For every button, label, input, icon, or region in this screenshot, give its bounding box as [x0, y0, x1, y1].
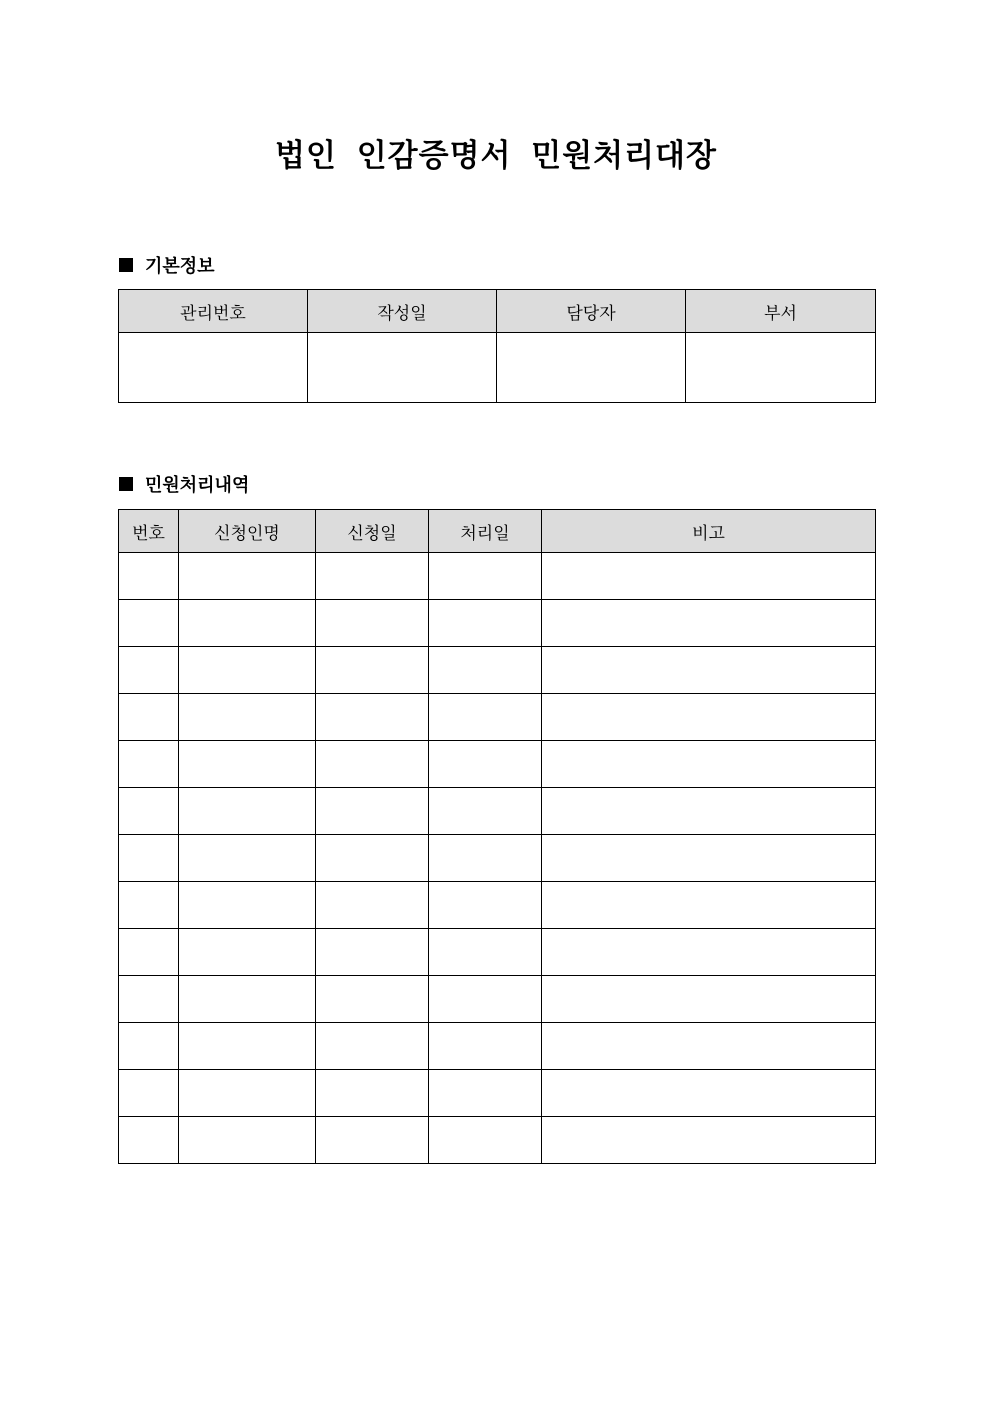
number-cell[interactable] — [119, 1023, 179, 1070]
remarks-cell[interactable] — [542, 694, 876, 741]
basic-info-header-row — [119, 290, 876, 333]
column-header-manager: 담당자 — [497, 290, 686, 333]
application-date-cell[interactable] — [316, 929, 429, 976]
application-date-cell[interactable] — [316, 1070, 429, 1117]
remarks-cell[interactable] — [542, 835, 876, 882]
processing-date-cell[interactable] — [429, 835, 542, 882]
table-row — [119, 929, 876, 976]
applicant-name-cell[interactable] — [179, 976, 316, 1023]
column-header-remarks: 비고 — [542, 510, 876, 553]
table-row — [119, 741, 876, 788]
table-row — [119, 788, 876, 835]
application-date-cell[interactable] — [316, 1117, 429, 1164]
number-cell[interactable] — [119, 647, 179, 694]
processing-date-cell[interactable] — [429, 1117, 542, 1164]
application-date-cell[interactable] — [316, 882, 429, 929]
processing-date-cell[interactable] — [429, 882, 542, 929]
number-cell[interactable] — [119, 835, 179, 882]
application-date-cell[interactable] — [316, 835, 429, 882]
table-row — [119, 1070, 876, 1117]
column-header-management-number: 관리번호 — [119, 290, 308, 333]
section-heading-basic-info — [119, 252, 215, 278]
remarks-cell[interactable] — [542, 929, 876, 976]
processing-date-cell[interactable] — [429, 553, 542, 600]
applicant-name-cell[interactable] — [179, 788, 316, 835]
application-date-cell[interactable] — [316, 553, 429, 600]
remarks-cell[interactable] — [542, 1117, 876, 1164]
processing-date-cell[interactable] — [429, 1070, 542, 1117]
manager-cell[interactable] — [497, 333, 686, 403]
column-header-department: 부서 — [686, 290, 876, 333]
table-row — [119, 882, 876, 929]
section-heading-records — [119, 471, 249, 497]
number-cell[interactable] — [119, 1070, 179, 1117]
processing-date-cell[interactable] — [429, 647, 542, 694]
applicant-name-cell[interactable] — [179, 600, 316, 647]
remarks-cell[interactable] — [542, 882, 876, 929]
remarks-cell[interactable] — [542, 1023, 876, 1070]
table-row — [119, 835, 876, 882]
remarks-cell[interactable] — [542, 1070, 876, 1117]
department-cell[interactable] — [686, 333, 876, 403]
applicant-name-cell[interactable] — [179, 929, 316, 976]
column-header-processing-date: 처리일 — [429, 510, 542, 553]
square-bullet-icon — [119, 258, 133, 272]
number-cell[interactable] — [119, 882, 179, 929]
applicant-name-cell[interactable] — [179, 647, 316, 694]
remarks-cell[interactable] — [542, 600, 876, 647]
number-cell[interactable] — [119, 741, 179, 788]
processing-date-cell[interactable] — [429, 600, 542, 647]
created-date-cell[interactable] — [308, 333, 497, 403]
processing-date-cell[interactable] — [429, 1023, 542, 1070]
table-row — [119, 600, 876, 647]
number-cell[interactable] — [119, 1117, 179, 1164]
document-title: 법인 인감증명서 민원처리대장 — [275, 138, 717, 174]
application-date-cell[interactable] — [316, 647, 429, 694]
applicant-name-cell[interactable] — [179, 882, 316, 929]
number-cell[interactable] — [119, 929, 179, 976]
column-header-applicant-name: 신청인명 — [179, 510, 316, 553]
column-header-created-date: 작성일 — [308, 290, 497, 333]
application-date-cell[interactable] — [316, 788, 429, 835]
column-header-number: 번호 — [119, 510, 179, 553]
applicant-name-cell[interactable] — [179, 741, 316, 788]
table-row — [119, 1117, 876, 1164]
management-number-cell[interactable] — [119, 333, 308, 403]
square-bullet-icon — [119, 477, 133, 491]
remarks-cell[interactable] — [542, 553, 876, 600]
basic-info-table — [118, 289, 876, 403]
application-date-cell[interactable] — [316, 1023, 429, 1070]
basic-info-value-row — [119, 333, 876, 403]
application-date-cell[interactable] — [316, 976, 429, 1023]
section-heading-label: 민원처리내역 — [145, 475, 250, 496]
application-date-cell[interactable] — [316, 694, 429, 741]
number-cell[interactable] — [119, 553, 179, 600]
remarks-cell[interactable] — [542, 976, 876, 1023]
number-cell[interactable] — [119, 694, 179, 741]
processing-date-cell[interactable] — [429, 741, 542, 788]
processing-date-cell[interactable] — [429, 788, 542, 835]
table-row — [119, 1023, 876, 1070]
processing-date-cell[interactable] — [429, 929, 542, 976]
records-table — [118, 509, 876, 1164]
applicant-name-cell[interactable] — [179, 1023, 316, 1070]
table-row — [119, 553, 876, 600]
table-row — [119, 694, 876, 741]
number-cell[interactable] — [119, 976, 179, 1023]
column-header-application-date: 신청일 — [316, 510, 429, 553]
number-cell[interactable] — [119, 788, 179, 835]
processing-date-cell[interactable] — [429, 694, 542, 741]
applicant-name-cell[interactable] — [179, 1070, 316, 1117]
table-row — [119, 976, 876, 1023]
remarks-cell[interactable] — [542, 647, 876, 694]
applicant-name-cell[interactable] — [179, 1117, 316, 1164]
table-row — [119, 647, 876, 694]
application-date-cell[interactable] — [316, 600, 429, 647]
remarks-cell[interactable] — [542, 741, 876, 788]
processing-date-cell[interactable] — [429, 976, 542, 1023]
applicant-name-cell[interactable] — [179, 694, 316, 741]
number-cell[interactable] — [119, 600, 179, 647]
applicant-name-cell[interactable] — [179, 553, 316, 600]
records-header-row — [119, 510, 876, 553]
section-heading-label: 기본정보 — [145, 256, 215, 277]
applicant-name-cell[interactable] — [179, 835, 316, 882]
application-date-cell[interactable] — [316, 741, 429, 788]
remarks-cell[interactable] — [542, 788, 876, 835]
